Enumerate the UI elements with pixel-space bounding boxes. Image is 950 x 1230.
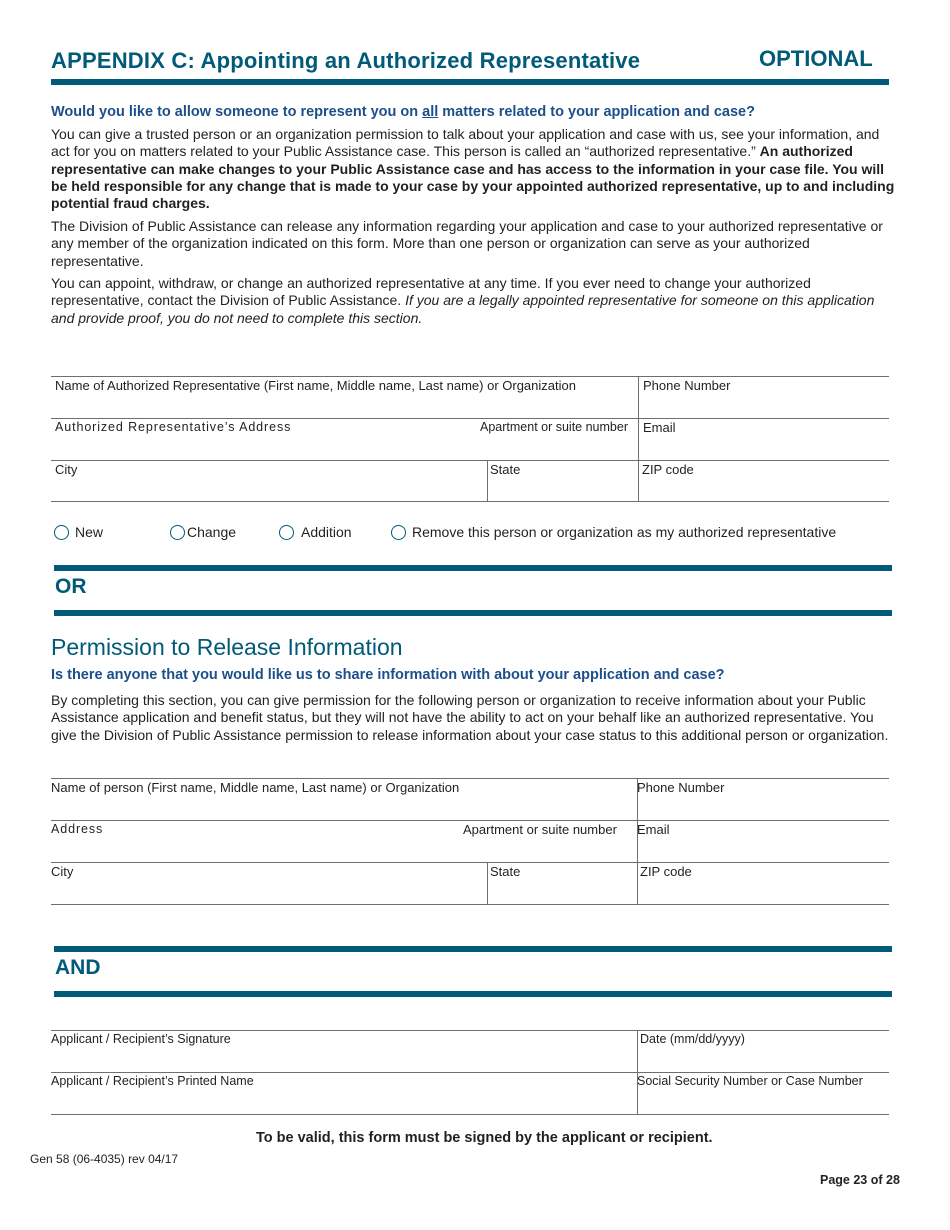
- and-bottom-rule: [54, 991, 892, 997]
- para3-italic: If you are a legally appointed representative for someone on this application and provide proof, you do not need to complete this section.: [51, 292, 875, 326]
- change-radio-label: Change: [187, 524, 237, 540]
- grid-vline: [637, 1030, 638, 1114]
- authorized-rep-para-1: [51, 126, 897, 212]
- header-rule: [51, 79, 889, 85]
- form-id: Gen 58 (06-4035) rev 04/17: [30, 1152, 179, 1166]
- or-top-rule: [54, 565, 892, 571]
- grid-line: [51, 820, 889, 821]
- ar-phone-field[interactable]: Phone Number: [643, 378, 731, 393]
- grid-line: [51, 862, 889, 863]
- valid-note: To be valid, this form must be signed by the applicant or recipient.: [256, 1130, 713, 1146]
- grid-vline: [487, 460, 488, 501]
- ar-state-field[interactable]: State: [490, 462, 521, 477]
- para3-plain: You can appoint, withdraw, or change an authorized representative at any time. If you ever need to change your authorized representative, contact the Division of Public Assistance.: [51, 275, 811, 309]
- grid-line: [51, 1072, 889, 1073]
- ssn-case-field[interactable]: Social Security Number or Case Number: [637, 1074, 863, 1088]
- remove-radio-label: Remove this person or organization as my authorized representative: [412, 524, 837, 540]
- rel-address-field[interactable]: Address: [51, 822, 104, 836]
- ar-name-field[interactable]: Name of Authorized Representative (First name, Middle name, Last name) or Organization: [55, 378, 576, 393]
- authorized-rep-question: [51, 104, 891, 120]
- and-top-rule: [54, 946, 892, 952]
- radio-circle-icon: [279, 525, 294, 540]
- grid-line: [51, 418, 889, 419]
- release-question: Is there anyone that you would like us to share information with about your application and case?: [51, 667, 725, 683]
- rel-email-field[interactable]: Email: [637, 822, 670, 837]
- rel-name-field[interactable]: Name of person (First name, Middle name, Last name) or Organization: [51, 780, 460, 795]
- signature-field[interactable]: Applicant / Recipient’s Signature: [51, 1032, 231, 1046]
- authorized-rep-para-2: The Division of Public Assistance can release any information regarding your application and case to your authorized representative or any member of the organization indicated on this form. More than one person or organization can serve as your authorized representative.: [51, 218, 883, 269]
- grid-line: [51, 501, 889, 502]
- question-underlined: all: [422, 104, 439, 120]
- rel-apt-field[interactable]: Apartment or suite number: [463, 822, 617, 837]
- ar-apt-field[interactable]: Apartment or suite number: [480, 420, 628, 434]
- authorized-rep-para-3: [51, 275, 901, 327]
- remove-radio[interactable]: [391, 524, 836, 540]
- addition-radio-label: Addition: [301, 524, 352, 540]
- grid-line: [51, 778, 889, 779]
- grid-line: [51, 1114, 889, 1115]
- grid-vline: [487, 862, 488, 904]
- change-radio[interactable]: [170, 524, 236, 540]
- date-field[interactable]: Date (mm/dd/yyyy): [640, 1032, 745, 1046]
- rel-city-field[interactable]: City: [51, 864, 74, 879]
- radio-circle-icon: [391, 525, 406, 540]
- or-bottom-rule: [54, 610, 892, 616]
- new-radio-label: New: [75, 524, 104, 540]
- release-section-title: Permission to Release Information: [51, 634, 403, 660]
- grid-line: [51, 460, 889, 461]
- question-post: matters related to your application and case?: [438, 104, 755, 120]
- or-label: OR: [55, 575, 87, 598]
- and-label: AND: [55, 956, 101, 979]
- optional-badge: OPTIONAL: [759, 46, 873, 71]
- grid-vline: [638, 376, 639, 501]
- grid-line: [51, 904, 889, 905]
- addition-radio[interactable]: [279, 524, 352, 540]
- ar-city-field[interactable]: City: [55, 462, 78, 477]
- new-radio[interactable]: [54, 524, 103, 540]
- ar-email-field[interactable]: Email: [643, 420, 676, 435]
- para1-plain: You can give a trusted person or an organization permission to talk about your application and case with us, see your information, and act for you on matters related to your Public Assistance case. This person is called an “authorized representative.”: [51, 126, 880, 160]
- printed-name-field[interactable]: Applicant / Recipient’s Printed Name: [51, 1074, 254, 1088]
- release-para: By completing this section, you can give permission for the following person or organization to receive information about your Public Assistance application and benefit status, but they will not have the ability to act on your behalf like an authorized representative. You give the Division of Public Assistance permission to release information about your case status to this additional person or organization.: [51, 692, 889, 743]
- page-title: APPENDIX C: Appointing an Authorized Representative: [51, 48, 641, 73]
- page-number: Page 23 of 28: [820, 1173, 900, 1187]
- ar-zip-field[interactable]: ZIP code: [642, 462, 694, 477]
- rel-state-field[interactable]: State: [490, 864, 521, 879]
- ar-address-field[interactable]: Authorized Representative’s Address: [55, 420, 292, 434]
- question-pre: Would you like to allow someone to represent you on: [51, 104, 423, 120]
- radio-circle-icon: [54, 525, 69, 540]
- grid-vline: [637, 778, 638, 904]
- grid-line: [51, 376, 889, 377]
- rel-zip-field[interactable]: ZIP code: [640, 864, 692, 879]
- rel-phone-field[interactable]: Phone Number: [637, 780, 725, 795]
- grid-line: [51, 1030, 889, 1031]
- para1-bold: An authorized representative can make changes to your Public Assistance case and has access to the information in your case file. You will be held responsible for any change that is made to your case by your appointed authorized representative, up to and including potential fraud charges.: [51, 143, 895, 212]
- radio-circle-icon: [170, 525, 185, 540]
